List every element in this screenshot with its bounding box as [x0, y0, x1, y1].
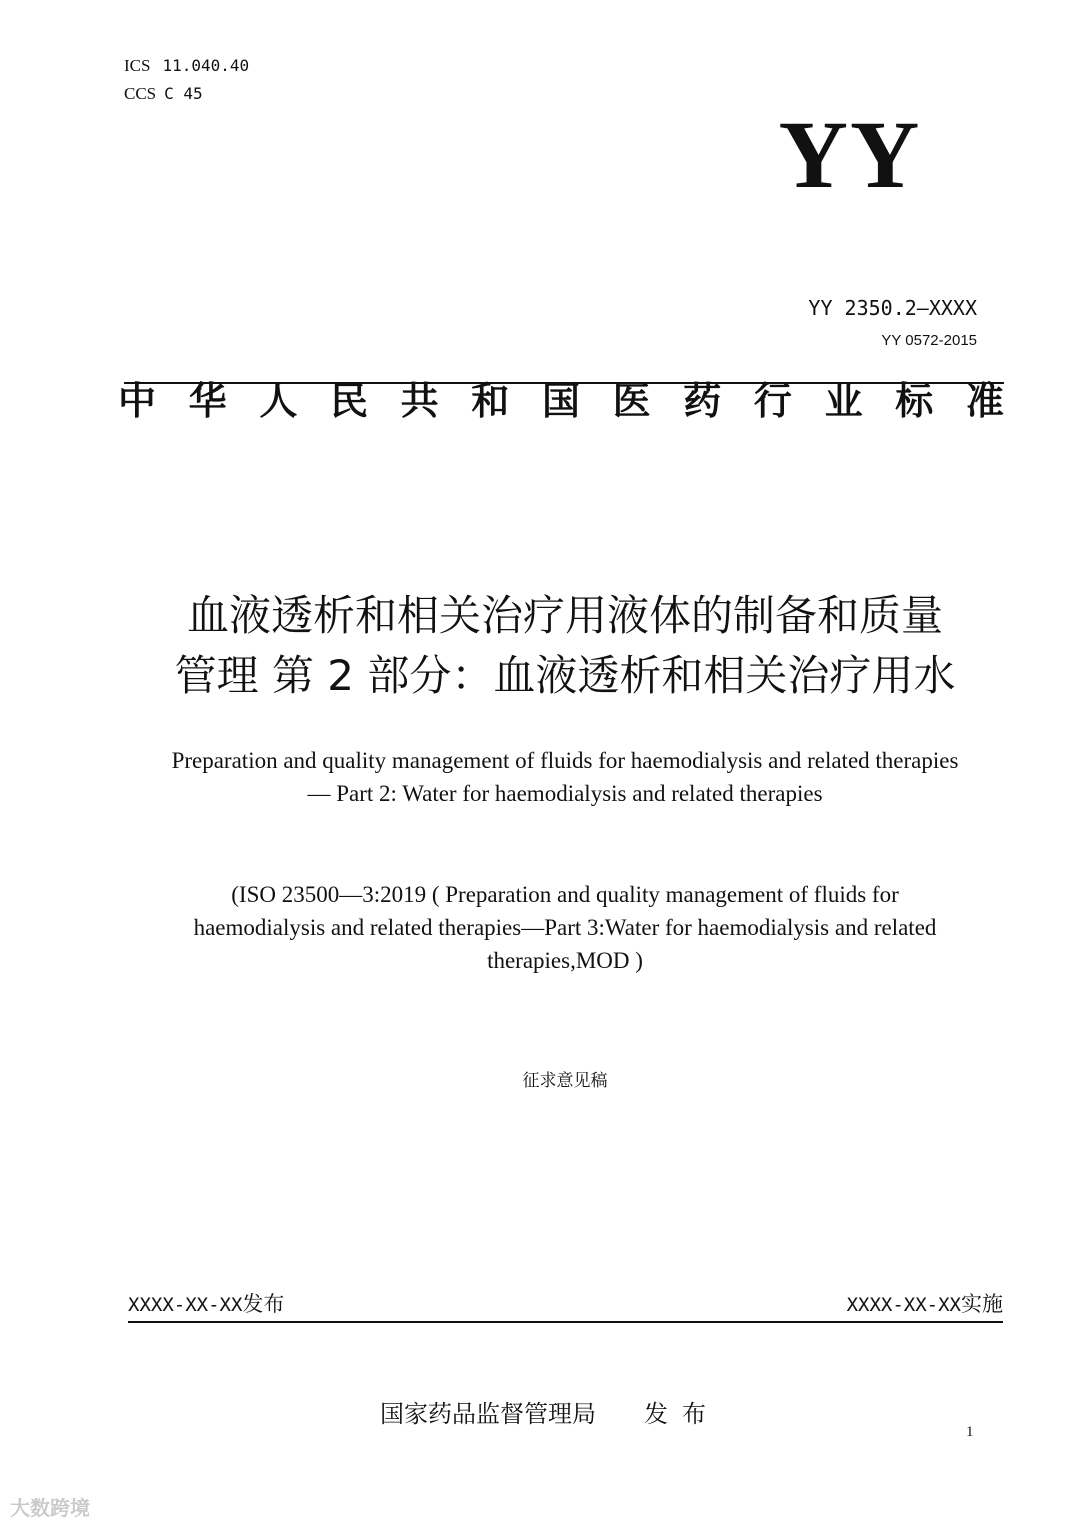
org-char: 准: [965, 379, 1004, 423]
publish-label: 发布: [242, 1292, 285, 1316]
authority-name: 国家药品监督管理局: [380, 1400, 596, 1428]
implement-label: 实施: [961, 1292, 1003, 1316]
english-title-line-1: Preparation and quality management of fluids for haemodialysis and related therapies: [171, 748, 959, 773]
org-char: 医: [612, 379, 651, 423]
org-char: 和: [471, 379, 510, 423]
implement-date: [847, 1288, 1003, 1318]
chinese-title-line-2: 管理 第 2 部分：血液透析和相关治疗用水: [174, 651, 956, 700]
yy-logo: YY: [778, 101, 922, 208]
iso-reference-line-2: haemodialysis and related therapies—Part 3:Water for haemodialysis and related: [193, 915, 937, 940]
chinese-title: [100, 586, 1030, 706]
iso-reference-line-3: therapies,MOD ): [487, 948, 643, 973]
org-char: 药: [683, 379, 722, 423]
ccs-code: C 45: [164, 84, 203, 103]
english-title-line-2: — Part 2: Water for haemodialysis and related therapies: [307, 781, 823, 806]
org-char: 国: [541, 379, 580, 423]
ics-code: 11.040.40: [162, 56, 250, 75]
publish-date-value: XXXX-XX-XX: [128, 1294, 243, 1316]
org-char: 人: [259, 379, 298, 423]
org-char: 业: [824, 379, 863, 423]
replaced-standard: YY 0572-2015: [881, 332, 977, 349]
ics-line: [124, 52, 249, 80]
iso-reference: [120, 878, 1010, 977]
organization-title: [118, 376, 1004, 426]
org-char: 民: [329, 379, 368, 423]
org-char: 行: [753, 379, 792, 423]
ics-label: ICS: [124, 56, 151, 75]
english-title: [100, 744, 1030, 810]
publish-date: [128, 1288, 284, 1318]
org-char: 标: [895, 379, 934, 423]
chinese-title-line-1: 血液透析和相关治疗用液体的制备和质量: [186, 591, 943, 640]
footer-rule: [128, 1321, 1003, 1323]
ccs-label: CCS: [124, 84, 157, 103]
implement-date-value: XXXX-XX-XX: [846, 1294, 961, 1316]
page-number: 1: [966, 1424, 974, 1440]
draft-status: 征求意见稿: [522, 1071, 608, 1091]
watermark-logo: 大数跨境: [10, 1496, 90, 1520]
org-char: 共: [400, 379, 439, 423]
iso-reference-line-1: (ISO 23500—3:2019 ( Preparation and quality management of fluids for: [231, 882, 899, 907]
org-char: 中: [118, 379, 157, 423]
ccs-line: [124, 80, 249, 108]
authority-action: 发布: [644, 1400, 720, 1428]
org-char: 华: [188, 379, 227, 423]
issuing-authority: [380, 1394, 720, 1429]
classification-block: [124, 52, 249, 108]
standard-number: YY 2350.2—XXXX: [808, 296, 977, 320]
